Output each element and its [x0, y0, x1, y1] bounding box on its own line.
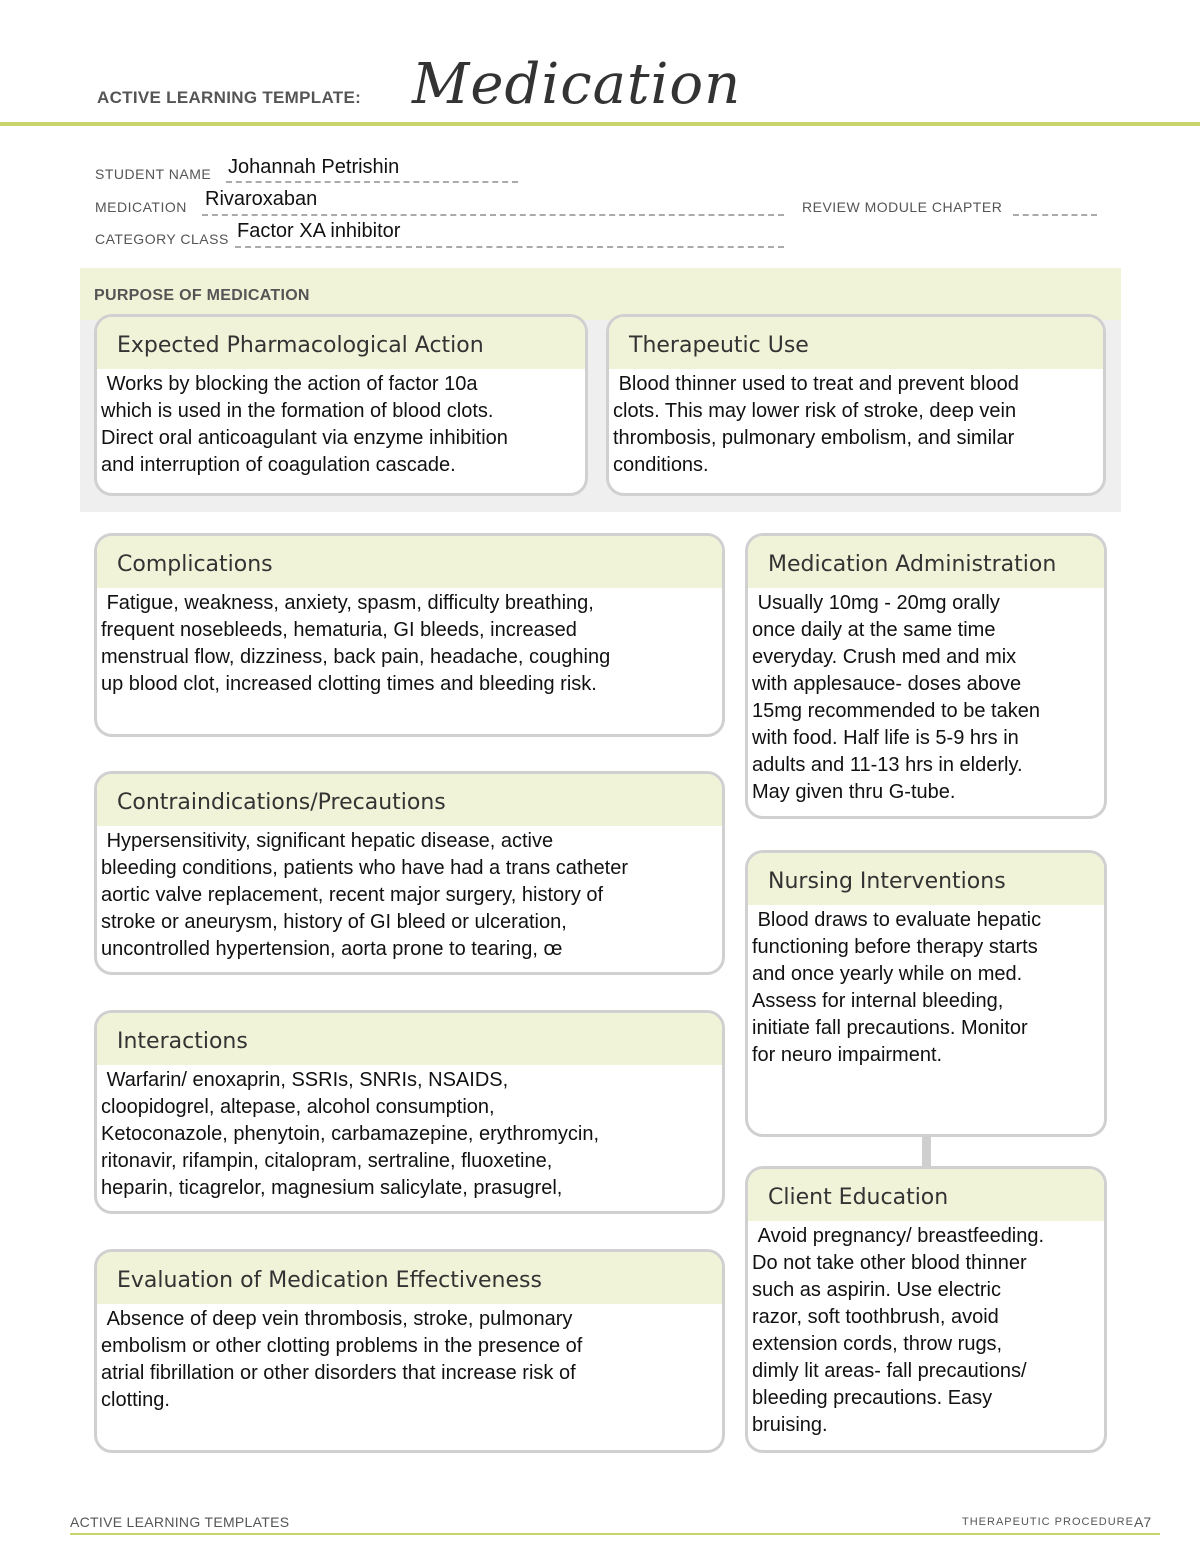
student-name-value[interactable]: Johannah Petrishin: [228, 156, 400, 178]
client-education-text[interactable]: Avoid pregnancy/ breastfeeding. Do not take other blood thinner such as aspirin. Use electric razor, soft toothbrush, avoid extension cords, throw rugs, dimly lit areas- fall precautions/ bleeding precautions. Easy bruising.: [752, 1225, 1045, 1436]
administration-text[interactable]: Usually 10mg - 20mg orally once daily at the same time everyday. Crush med and mix with applesauce- doses above 15mg recommended to be taken with food. Half life is 5-9 hrs in adults and 11-13 hrs in elderly. May given thru G-tube.: [752, 592, 1040, 803]
medication-underline: [202, 214, 784, 216]
therapeutic-use-text[interactable]: Blood thinner used to treat and prevent blood clots. This may lower risk of stroke, deep vein thrombosis, pulmonary embolism, and similar conditions.: [613, 373, 1019, 476]
interactions-title: Interactions: [97, 1013, 722, 1065]
therapeutic-use-title: Therapeutic Use: [609, 317, 1103, 369]
medication-value[interactable]: Rivaroxaban: [205, 188, 318, 210]
header-divider: [0, 122, 1200, 126]
student-name-underline: [226, 181, 518, 183]
evaluation-box: [94, 1249, 725, 1453]
administration-box: [745, 533, 1107, 819]
interactions-text[interactable]: Warfarin/ enoxaprin, SSRIs, SNRIs, NSAIDS, cloopidogrel, altepase, alcohol consumption, Ketoconazole, phenytoin, carbamazepine, erythromycin, ritonavir, rifampin, citalopram, sertraline, fluoxetine, heparin, ticagrelor, magnesium salicylate, prasugrel,: [101, 1069, 600, 1199]
template-label: ACTIVE LEARNING TEMPLATE:: [97, 88, 362, 107]
contraindications-title: Contraindications/Precautions: [97, 774, 722, 826]
therapeutic-use-box: [606, 314, 1106, 496]
contraindications-text[interactable]: Hypersensitivity, significant hepatic disease, active bleeding conditions, patients who have had a trans catheter aortic valve replacement, recent major surgery, history of stroke or aneurysm, history of GI bleed or ulceration, uncontrolled hypertension, aorta prone to tearing, œ: [101, 830, 629, 960]
category-class-label: CATEGORY CLASS: [95, 231, 229, 247]
expected-action-box: [94, 314, 588, 496]
contraindications-box: [94, 771, 725, 975]
footer-right-text: THERAPEUTIC PROCEDURE: [962, 1516, 1134, 1528]
purpose-label: PURPOSE OF MEDICATION: [94, 287, 310, 304]
section-connector: [922, 1136, 931, 1166]
page-number: A7: [1134, 1514, 1152, 1530]
nursing-interventions-title: Nursing Interventions: [748, 853, 1104, 905]
footer-left-text: ACTIVE LEARNING TEMPLATES: [70, 1514, 290, 1530]
student-name-label: STUDENT NAME: [95, 166, 212, 182]
complications-title: Complications: [97, 536, 722, 588]
evaluation-text[interactable]: Absence of deep vein thrombosis, stroke, pulmonary embolism or other clotting problems in the presence of atrial fibrillation or other disorders that increase risk of clotting.: [101, 1308, 583, 1411]
complications-text[interactable]: Fatigue, weakness, anxiety, spasm, difficulty breathing, frequent nosebleeds, hematuria, GI bleeds, increased menstrual flow, dizziness, back pain, headache, coughing up blood clot, increased clotting times and bleeding risk.: [101, 592, 611, 695]
review-module-label: REVIEW MODULE CHAPTER: [802, 199, 1003, 215]
expected-action-text[interactable]: Works by blocking the action of factor 10a which is used in the formation of blood clots. Direct oral anticoagulant via enzyme inhibition and interruption of coagulation cascade.: [101, 373, 508, 476]
medication-label: MEDICATION: [95, 199, 187, 215]
client-education-title: Client Education: [748, 1169, 1104, 1221]
page-title: Medication: [412, 52, 742, 117]
evaluation-title: Evaluation of Medication Effectiveness: [97, 1252, 722, 1304]
category-class-value[interactable]: Factor XA inhibitor: [237, 220, 401, 242]
interactions-box: [94, 1010, 725, 1214]
client-education-box: [745, 1166, 1107, 1453]
nursing-interventions-box: [745, 850, 1107, 1137]
nursing-interventions-text[interactable]: Blood draws to evaluate hepatic functioning before therapy starts and once yearly while on med. Assess for internal bleeding, initiate fall precautions. Monitor for neuro impairment.: [752, 909, 1042, 1066]
complications-box: [94, 533, 725, 737]
category-class-underline: [235, 246, 784, 248]
footer-divider: [70, 1533, 1160, 1535]
administration-title: Medication Administration: [748, 536, 1104, 588]
review-module-underline[interactable]: [1013, 214, 1097, 216]
expected-action-title: Expected Pharmacological Action: [97, 317, 585, 369]
